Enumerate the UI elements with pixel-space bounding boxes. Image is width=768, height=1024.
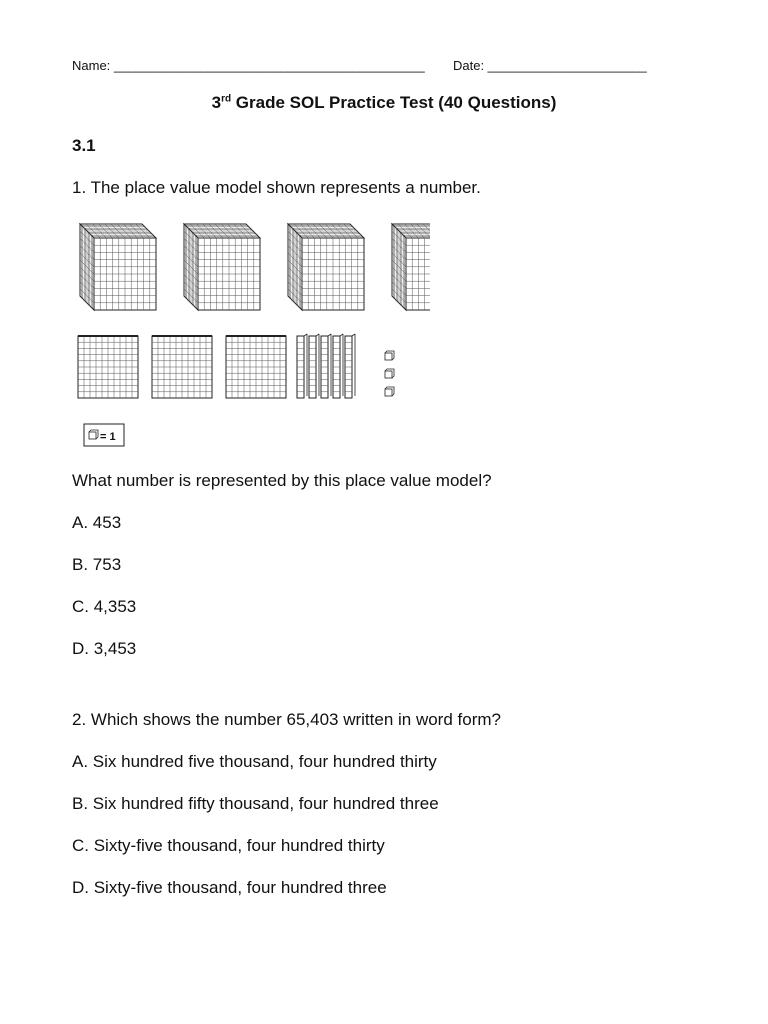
place-value-model: [70, 212, 430, 452]
question-1-option-b[interactable]: B. 753: [72, 555, 122, 574]
one-cube-block: [385, 351, 394, 360]
ten-rod-block: [297, 334, 307, 398]
unit-key-label: = 1: [100, 431, 116, 443]
thousand-cube-block: [184, 224, 260, 310]
ten-rod-block: [345, 334, 355, 398]
title-grade-number: 3: [211, 93, 222, 112]
ten-rod-block: [333, 334, 343, 398]
hundred-flat-block: [226, 336, 286, 398]
question-2-prompt: 2. Which shows the number 65,403 written in word form?: [72, 710, 501, 729]
one-cube-block: [385, 387, 394, 396]
question-2-option-b[interactable]: B. Six hundred fifty thousand, four hundred three: [72, 794, 439, 813]
ten-rod-block: [321, 334, 331, 398]
ten-rod-block: [309, 334, 319, 398]
question-2-option-d[interactable]: D. Sixty-five thousand, four hundred three: [72, 878, 387, 897]
date-field-label: Date: ______________________: [453, 58, 647, 73]
hundred-flat-block: [78, 336, 138, 398]
hundred-flat-block: [152, 336, 212, 398]
section-heading: 3.1: [72, 136, 96, 155]
question-1-prompt: 1. The place value model shown represents a number.: [72, 178, 481, 197]
question-1-option-d[interactable]: D. 3,453: [72, 639, 137, 658]
unit-key: [84, 424, 124, 446]
page-title: [0, 93, 768, 113]
question-1-option-a[interactable]: A. 453: [72, 513, 122, 532]
title-text: Grade SOL Practice Test (40 Questions): [231, 93, 557, 112]
thousand-cube-block: [288, 224, 364, 310]
one-cube-block: [385, 369, 394, 378]
thousand-cube-block: [392, 224, 430, 310]
question-2-option-a[interactable]: A. Six hundred five thousand, four hundred thirty: [72, 752, 437, 771]
question-1-text: What number is represented by this place value model?: [72, 471, 492, 490]
name-field-label: Name: ___________________________________________: [72, 58, 425, 73]
question-1-option-c[interactable]: C. 4,353: [72, 597, 137, 616]
thousand-cube-block: [80, 224, 156, 310]
question-2-option-c[interactable]: C. Sixty-five thousand, four hundred thirty: [72, 836, 385, 855]
title-superscript: rd: [221, 93, 232, 105]
